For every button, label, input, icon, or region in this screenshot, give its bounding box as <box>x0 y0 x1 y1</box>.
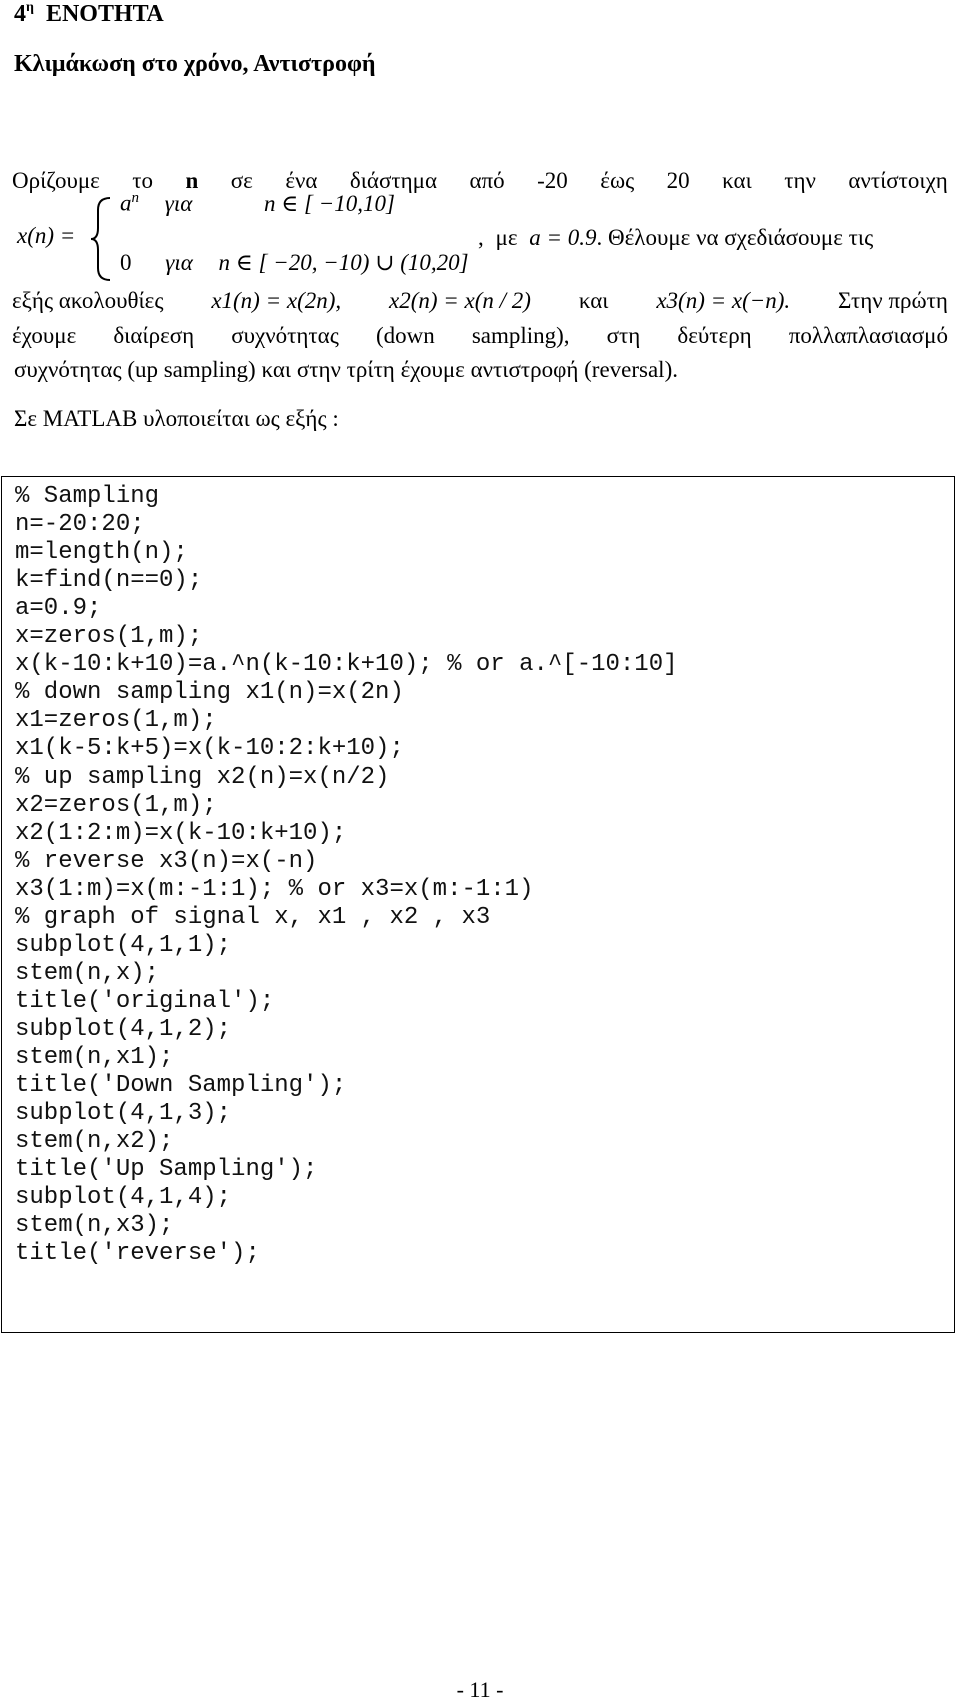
case1-condition: n ∈ [ −10,10] <box>264 190 395 216</box>
paragraph-word: στη <box>606 323 641 348</box>
left-brace-icon <box>90 196 112 282</box>
case1-word: για <box>164 190 193 216</box>
code-line: k=find(n==0); <box>15 567 203 595</box>
intro-word: το <box>132 168 154 193</box>
seq-lead: εξής ακολουθίες <box>12 288 164 313</box>
code-line: % down sampling x1(n)=x(2n) <box>15 679 404 707</box>
sequence-line <box>12 288 948 314</box>
code-line: % graph of signal x, x1 , x2 , x3 <box>15 903 491 931</box>
intro-word: ένα <box>285 168 318 193</box>
section-label <box>14 0 164 28</box>
code-line: subplot(4,1,4); <box>15 1184 232 1212</box>
code-line: stem(n,x3); <box>15 1212 174 1240</box>
intro-word: -20 <box>537 168 568 193</box>
case1-value: a <box>120 190 132 216</box>
intro-word: διάστημα <box>349 168 438 193</box>
paragraph-line-3: συχνότητας (up sampling) και στην τρίτη έχουμε αντιστροφή (reversal). <box>14 357 678 382</box>
intro-word: n <box>185 168 199 193</box>
case2-word: για <box>165 250 193 275</box>
code-line: % up sampling x2(n)=x(n/2) <box>15 763 390 791</box>
case1-exponent: n <box>131 190 139 206</box>
tail-text: . Θέλουμε να σχεδιάσουμε τις <box>596 225 874 250</box>
code-line: a=0.9; <box>15 595 102 623</box>
intro-word: την <box>784 168 816 193</box>
code-line: x2=zeros(1,m); <box>15 791 217 819</box>
seq-eq1: x1(n) = x(2n), <box>211 288 342 313</box>
piecewise-case1 <box>120 190 395 217</box>
piecewise-case2 <box>120 250 469 276</box>
code-line: stem(n,x1); <box>15 1044 174 1071</box>
with-word: με <box>495 225 518 250</box>
matlab-intro: Σε MATLAB υλοποιείται ως εξής : <box>14 406 339 431</box>
intro-word: αντίστοιχη <box>848 168 948 193</box>
code-line: subplot(4,1,2); <box>15 1015 232 1043</box>
seq-tail: Στην πρώτη <box>838 288 948 313</box>
a-definition: a = 0.9 <box>529 225 597 250</box>
section-word: ΕΝΟΤΗΤΑ <box>45 1 164 27</box>
code-line: m=length(n); <box>15 539 188 567</box>
intro-word: και <box>722 168 752 193</box>
piecewise-lhs: x(n) = <box>17 223 76 248</box>
paragraph-word: (down <box>375 323 435 348</box>
code-line: x1(k-5:k+5)=x(k-10:2:k+10); <box>15 735 404 763</box>
paragraph-word: δεύτερη <box>677 323 752 348</box>
code-line: % Sampling <box>15 483 160 510</box>
seq-eq2: x2(n) = x(n / 2) <box>389 288 531 313</box>
intro-word: 20 <box>666 168 690 193</box>
code-line: title('original'); <box>15 987 275 1015</box>
paragraph-line-2 <box>12 323 948 349</box>
intro-word: έως <box>600 168 635 193</box>
paragraph-word: συχνότητας <box>231 323 339 348</box>
intro-word: σε <box>230 168 253 193</box>
code-line: x(k-10:k+10)=a.^n(k-10:k+10); % or a.^[-10:10] <box>15 651 678 679</box>
code-line: stem(n,x); <box>15 959 160 987</box>
case2-condition: n ∈ [ −20, −10) ∪ (10,20] <box>218 250 469 275</box>
paragraph-word: πολλαπλασιασμό <box>788 323 948 348</box>
paragraph-word: διαίρεση <box>113 323 195 348</box>
page-title: Κλιμάκωση στο χρόνο, Αντιστροφή <box>14 51 376 77</box>
code-line: title('Down Sampling'); <box>15 1072 347 1100</box>
comma: , <box>478 225 484 250</box>
code-line: x2(1:2:m)=x(k-10:k+10); <box>15 819 347 847</box>
intro-word: από <box>469 168 505 193</box>
intro-word: Ορίζουμε <box>12 168 100 193</box>
paragraph-word: έχουμε <box>12 323 77 348</box>
code-line: n=-20:20; <box>15 511 145 539</box>
code-line: subplot(4,1,3); <box>15 1100 232 1128</box>
paragraph-word: sampling), <box>471 323 570 348</box>
code-line: title('Up Sampling'); <box>15 1156 318 1184</box>
code-line: title('reverse'); <box>15 1240 260 1268</box>
code-line: stem(n,x2); <box>15 1128 174 1156</box>
section-number: 4 <box>14 1 26 27</box>
section-superscript: η <box>26 0 34 15</box>
code-line: x1=zeros(1,m); <box>15 707 217 735</box>
seq-and: και <box>578 288 609 313</box>
code-line: % reverse x3(n)=x(-n) <box>15 847 318 875</box>
case2-value: 0 <box>120 250 132 275</box>
code-box <box>1 476 955 1333</box>
code-line: subplot(4,1,1); <box>15 931 232 959</box>
page-number: - 11 - <box>456 1677 504 1702</box>
piecewise-tail <box>478 225 873 251</box>
code-line: x=zeros(1,m); <box>15 623 203 651</box>
seq-eq3: x3(n) = x(−n). <box>656 288 791 313</box>
code-line: x3(1:m)=x(m:-1:1); % or x3=x(m:-1:1) <box>15 875 534 903</box>
